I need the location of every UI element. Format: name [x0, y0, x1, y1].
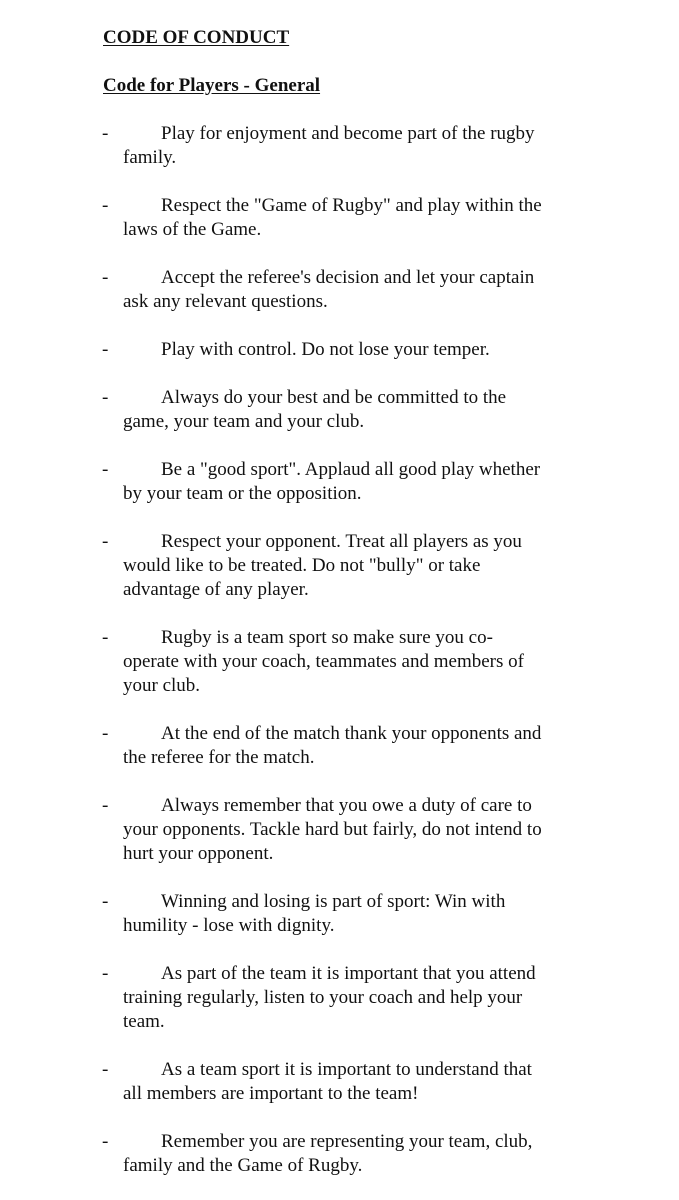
item-text-line: laws of the Game.: [123, 219, 262, 240]
item-text-line: Remember you are representing your team, club,: [161, 1131, 533, 1152]
item-text-line: ask any relevant questions.: [123, 291, 328, 312]
item-text-line: Always remember that you owe a duty of care to: [161, 795, 532, 816]
item-text-line: Accept the referee's decision and let your captain: [161, 267, 535, 288]
item-text-line: game, your team and your club.: [123, 411, 365, 432]
bullet-dash: -: [102, 195, 109, 216]
item-text-line: Respect the "Game of Rugby" and play within the: [161, 195, 542, 216]
item-text-line: Play with control. Do not lose your temper.: [161, 339, 490, 360]
section-heading: Code for Players - General: [103, 75, 321, 96]
item-text-line: the referee for the match.: [123, 747, 315, 768]
bullet-dash: -: [102, 339, 109, 360]
bullet-dash: -: [102, 891, 109, 912]
item-text-line: family.: [123, 147, 177, 168]
item-text-line: At the end of the match thank your opponents and: [161, 723, 542, 744]
item-text-line: by your team or the opposition.: [123, 483, 362, 504]
item-text-line: Play for enjoyment and become part of the rugby: [161, 123, 535, 144]
bullet-dash: -: [102, 627, 109, 648]
document-title: CODE OF CONDUCT: [103, 27, 290, 48]
item-text-line: family and the Game of Rugby.: [123, 1155, 363, 1176]
bullet-dash: -: [102, 1131, 109, 1152]
item-text-line: Rugby is a team sport so make sure you co-: [161, 627, 493, 648]
item-text-line: As part of the team it is important that you attend: [161, 963, 536, 984]
item-text-line: Be a "good sport". Applaud all good play whether: [161, 459, 541, 480]
item-text-line: your club.: [123, 675, 201, 696]
bullet-dash: -: [102, 723, 109, 744]
item-text-line: Respect your opponent. Treat all players as you: [161, 531, 522, 552]
item-text-line: would like to be treated. Do not "bully" or take: [123, 555, 481, 576]
item-text-line: operate with your coach, teammates and members of: [123, 651, 524, 672]
item-text-line: As a team sport it is important to understand that: [161, 1059, 532, 1080]
item-text-line: Winning and losing is part of sport: Win with: [161, 891, 506, 912]
bullet-dash: -: [102, 963, 109, 984]
item-text-line: all members are important to the team!: [123, 1083, 419, 1104]
item-text-line: humility - lose with dignity.: [123, 915, 335, 936]
item-text-line: hurt your opponent.: [123, 843, 274, 864]
item-text-line: training regularly, listen to your coach and help your: [123, 987, 523, 1008]
item-text-line: your opponents. Tackle hard but fairly, do not intend to: [123, 819, 542, 840]
item-text-line: team.: [123, 1011, 165, 1032]
bullet-dash: -: [102, 1059, 109, 1080]
item-text-line: Always do your best and be committed to the: [161, 387, 507, 408]
bullet-dash: -: [102, 267, 109, 288]
bullet-dash: -: [102, 795, 109, 816]
bullet-dash: -: [102, 387, 109, 408]
bullet-dash: -: [102, 531, 109, 552]
bullet-dash: -: [102, 459, 109, 480]
bullet-dash: -: [102, 123, 109, 144]
item-text-line: advantage of any player.: [123, 579, 309, 600]
